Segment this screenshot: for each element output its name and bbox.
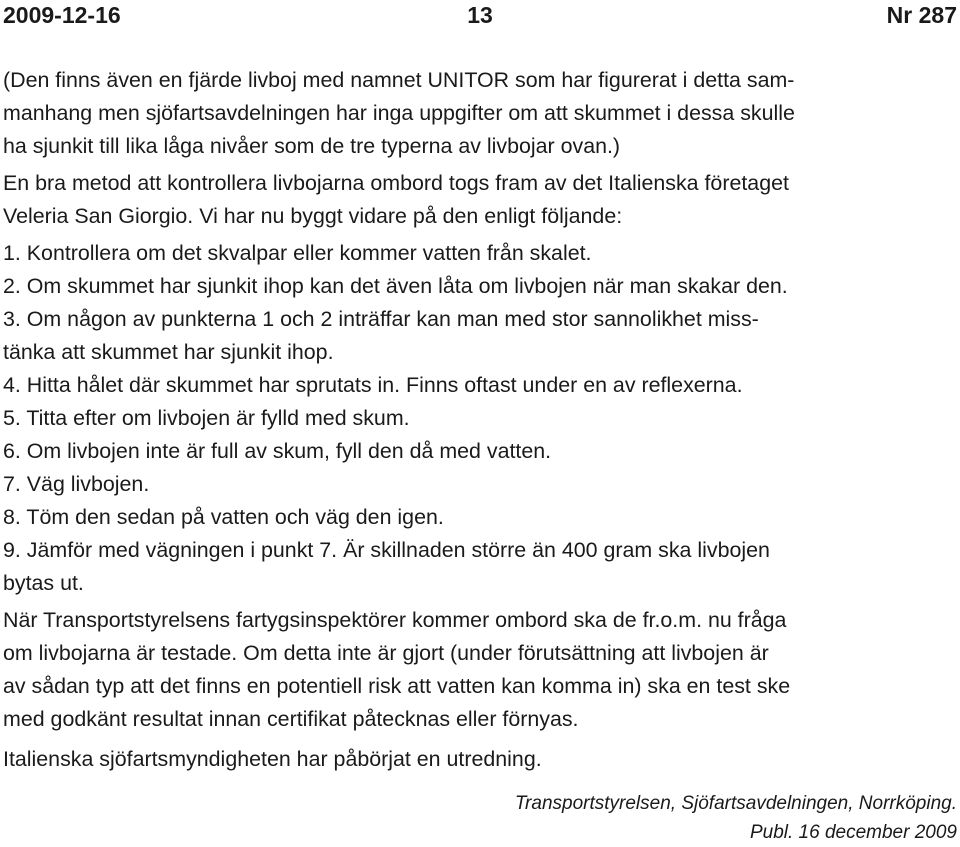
signature-source: Transportstyrelsen, Sjöfartsavdelningen, Norrköping. bbox=[514, 793, 957, 814]
list-item: 5. Titta efter om livbojen är fylld med skum. bbox=[3, 406, 410, 430]
text-line: (Den finns även en fjärde livboj med namnet UNITOR som har figurerat i detta sam- bbox=[3, 68, 795, 92]
text-line: Italienska sjöfartsmyndigheten har påbörjat en utredning. bbox=[3, 747, 542, 771]
text-line: En bra metod att kontrollera livbojarna ombord togs fram av det Italienska företaget bbox=[3, 171, 789, 195]
text-line: om livbojarna är testade. Om detta inte är gjort (under förutsättning att livbojen är bbox=[3, 641, 769, 665]
text-line: av sådan typ att det finns en potentiell risk att vatten kan komma in) ska en test ske bbox=[3, 674, 791, 698]
signature-published: Publ. 16 december 2009 bbox=[749, 822, 957, 843]
list-item: bytas ut. bbox=[3, 571, 84, 595]
text-line: Veleria San Giorgio. Vi har nu byggt vidare på den enligt följande: bbox=[3, 204, 623, 228]
list-item: 2. Om skummet har sjunkit ihop kan det även låta om livbojen när man skakar den. bbox=[3, 274, 788, 298]
list-item: 7. Väg livbojen. bbox=[3, 472, 150, 496]
article-body bbox=[3, 64, 953, 776]
issue-number: Nr 287 bbox=[886, 2, 957, 28]
list-item: 1. Kontrollera om det skvalpar eller kommer vatten från skalet. bbox=[3, 241, 592, 265]
list-item: 9. Jämför med vägningen i punkt 7. Är skillnaden större än 400 gram ska livbojen bbox=[3, 538, 770, 562]
list-item: 3. Om någon av punkterna 1 och 2 inträffar kan man med stor sannolikhet miss- bbox=[3, 307, 759, 331]
text-line: ha sjunkit till lika låga nivåer som de tre typerna av livbojar ovan.) bbox=[3, 134, 621, 158]
page-number: 13 bbox=[467, 2, 493, 28]
list-item: tänka att skummet har sjunkit ihop. bbox=[3, 340, 334, 364]
text-line: När Transportstyrelsens fartygsinspektörer kommer ombord ska de fr.o.m. nu fråga bbox=[3, 608, 787, 632]
list-item: 4. Hitta hålet där skummet har sprutats in. Finns oftast under en av reflexerna. bbox=[3, 373, 743, 397]
list-item: 6. Om livbojen inte är full av skum, fyll den då med vatten. bbox=[3, 439, 552, 463]
issue-date: 2009-12-16 bbox=[3, 2, 121, 28]
text-line: med godkänt resultat innan certifikat påtecknas eller förnyas. bbox=[3, 707, 579, 731]
text-line: manhang men sjöfartsavdelningen har inga uppgifter om att skummet i dessa skulle bbox=[3, 101, 795, 125]
page-header bbox=[0, 0, 960, 30]
list-item: 8. Töm den sedan på vatten och väg den igen. bbox=[3, 505, 444, 529]
